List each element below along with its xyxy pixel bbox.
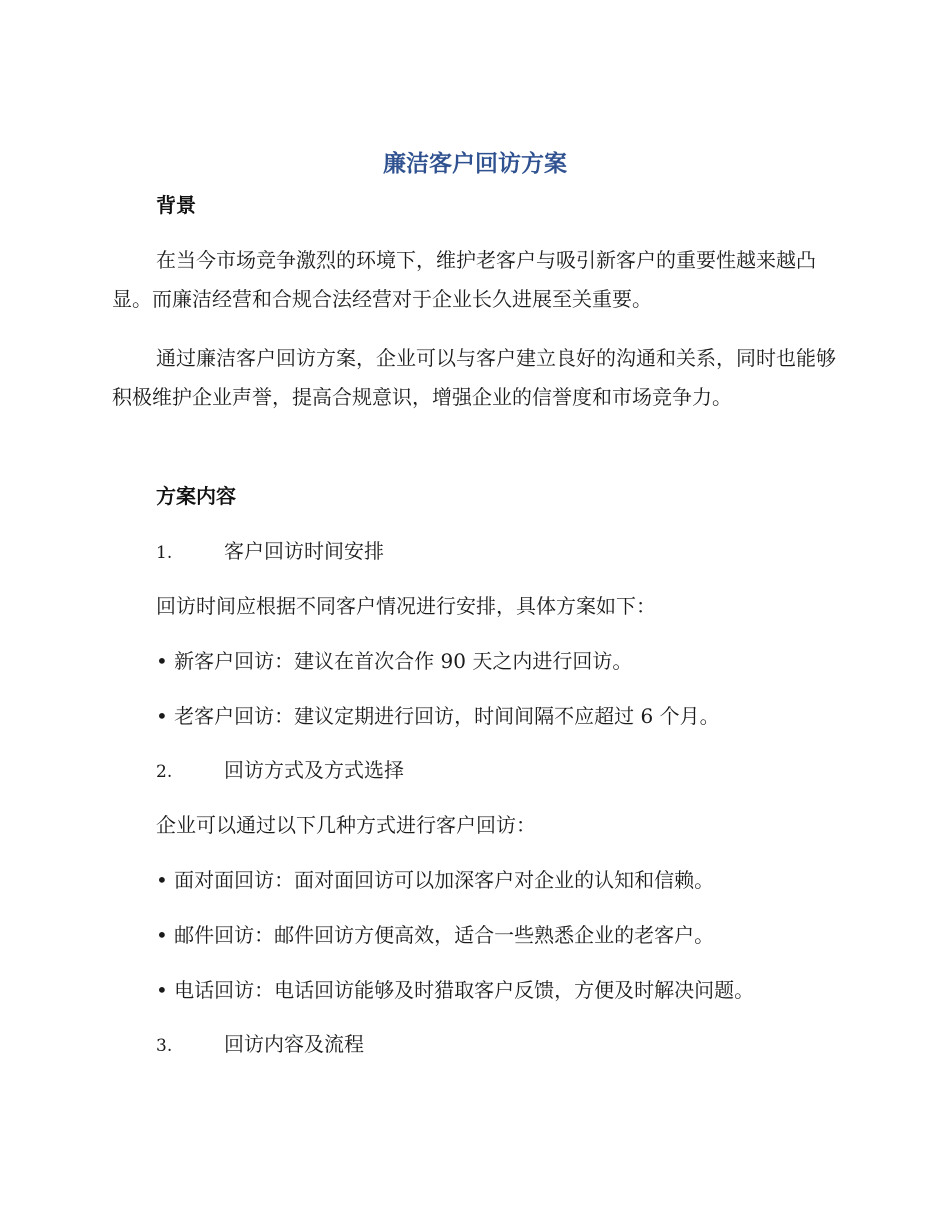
item-title: 回访方式及方式选择 (224, 758, 404, 782)
list-item: • 老客户回访：建议定期进行回访，时间间隔不应超过 6 个月。 (156, 704, 720, 728)
item-1-intro: 回访时间应根据不同客户情况进行安排，具体方案如下： (156, 594, 656, 618)
list-item: • 新客户回访：建议在首次合作 90 天之内进行回访。 (156, 649, 633, 673)
item-title: 客户回访时间安排 (224, 539, 384, 563)
numbered-item-3 (156, 1029, 364, 1061)
item-number: 2. (156, 762, 173, 782)
section-heading-background: 背景 (156, 193, 196, 217)
list-item: • 邮件回访：邮件回访方便高效，适合一些熟悉企业的老客户。 (156, 923, 715, 947)
list-item: • 电话回访：电话回访能够及时猎取客户反馈，方便及时解决问题。 (156, 978, 755, 1002)
item-title: 回访内容及流程 (224, 1032, 364, 1056)
background-paragraph-1: 在当今市场竞争激烈的环境下，维护老客户与吸引新客户的重要性越来越凸显。而廉洁经营和合规合法经营对于企业长久进展至关重要。 (112, 248, 816, 311)
document-title: 廉洁客户回访方案 (383, 151, 567, 177)
item-number: 1. (156, 543, 173, 563)
item-2-intro: 企业可以通过以下几种方式进行客户回访： (156, 813, 536, 837)
section-heading-plan: 方案内容 (156, 484, 236, 508)
list-item: • 面对面回访：面对面回访可以加深客户对企业的认知和信赖。 (156, 868, 715, 892)
item-number: 3. (156, 1036, 173, 1056)
numbered-item-1 (156, 536, 384, 568)
background-paragraph-2: 通过廉洁客户回访方案，企业可以与客户建立良好的沟通和关系，同时也能够积极维护企业声誉，提高合规意识，增强企业的信誉度和市场竞争力。 (112, 346, 836, 409)
numbered-item-2 (156, 755, 404, 787)
